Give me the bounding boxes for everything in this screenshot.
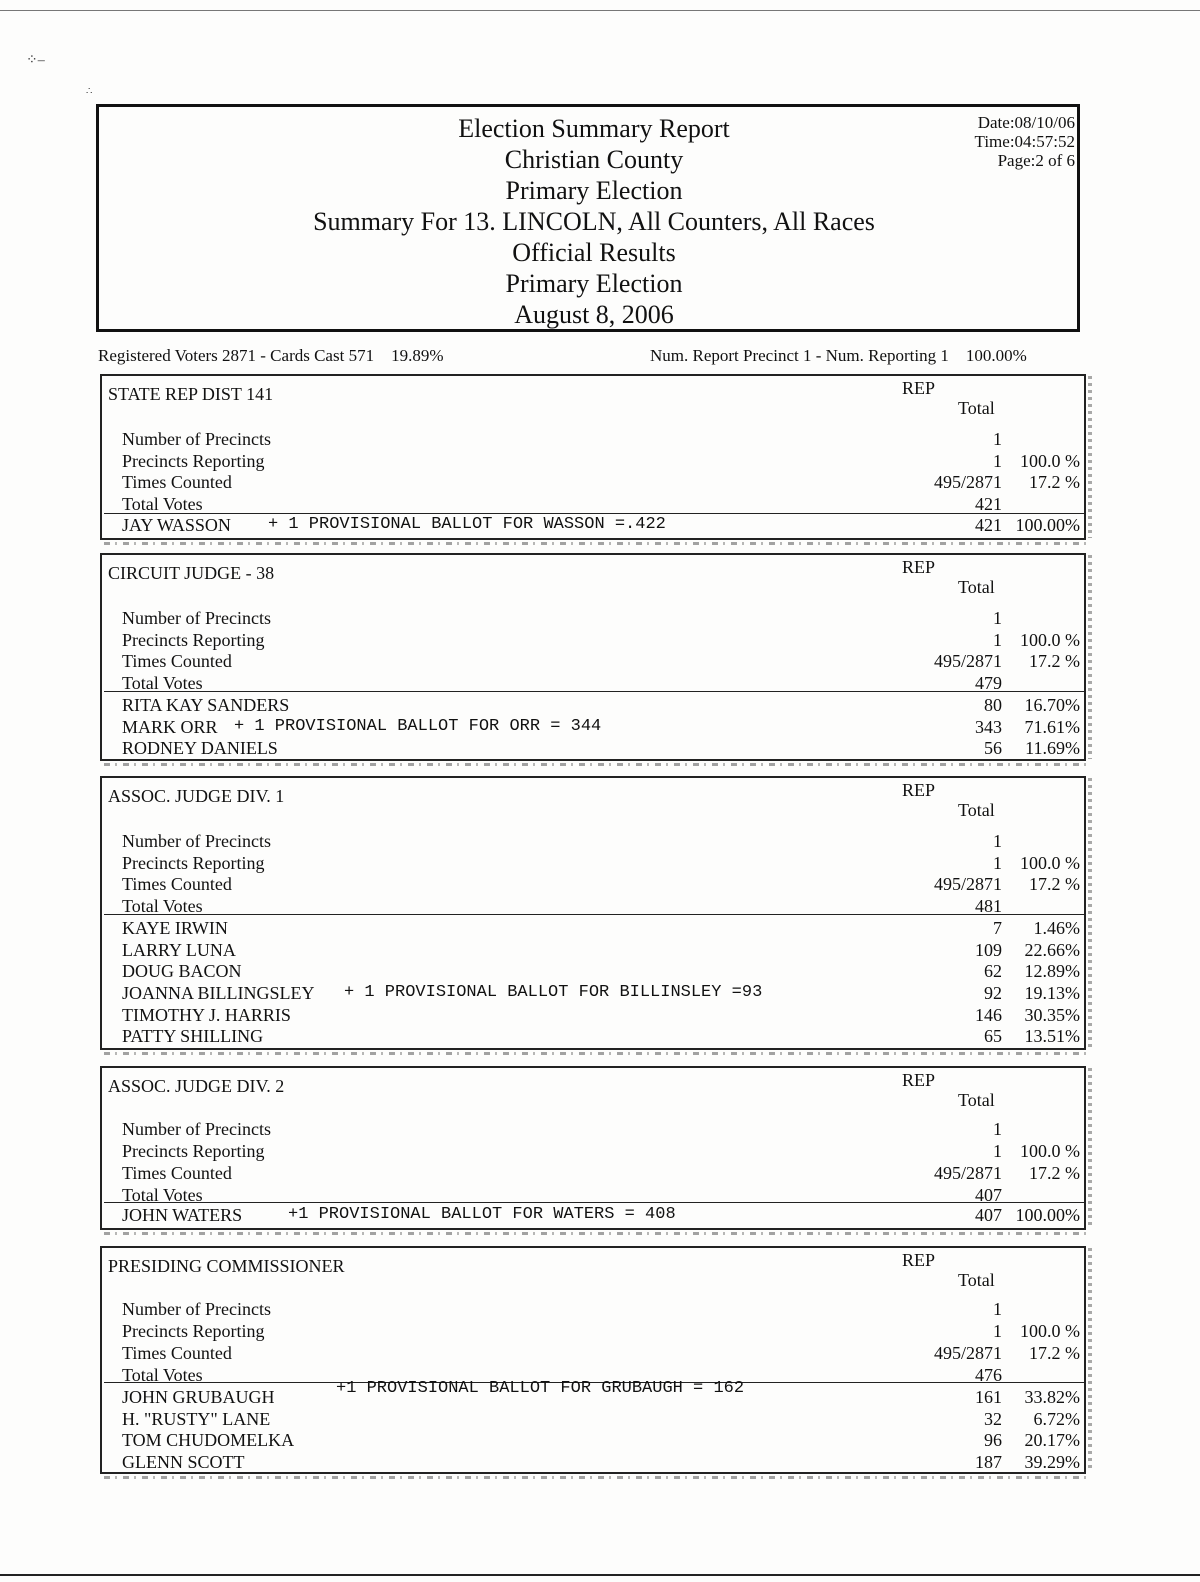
total-header: Total [958, 1090, 995, 1110]
row-number-of-precincts: Number of Precincts 1 [122, 1299, 1002, 1319]
total-header: Total [958, 398, 995, 418]
divider [104, 1202, 1084, 1203]
candidate-row: H. "RUSTY" LANE 32 6.72% [122, 1409, 1080, 1429]
scan-speck-icon: ∴ [86, 86, 93, 97]
row-number-of-precincts: Number of Precincts 1 [122, 831, 1002, 851]
report-time: Time:04:57:52 [974, 132, 1075, 151]
candidate-row: JAY WASSON + 1 PROVISIONAL BALLOT FOR WASSON =.422 421 100.00% [122, 515, 1080, 535]
precincts-reporting-summary: Num. Report Precinct 1 - Num. Reporting 1 100.00% [650, 346, 1027, 365]
row-total-votes: Total Votes 481 [122, 896, 1002, 916]
row-times-counted: Times Counted 495/2871 17.2 % [122, 651, 1080, 671]
title-line: Primary Election [505, 176, 683, 205]
report-page: Page:2 of 6 [997, 151, 1075, 170]
candidate-row: MARK ORR + 1 PROVISIONAL BALLOT FOR ORR = 344 343 71.61% [122, 717, 1080, 737]
row-total-votes: Total Votes 421 [122, 494, 1002, 514]
divider [104, 914, 1084, 915]
row-number-of-precincts: Number of Precincts 1 [122, 1119, 1002, 1139]
divider [104, 691, 1084, 692]
race-title: STATE REP DIST 141 [108, 384, 274, 404]
race-title: PRESIDING COMMISSIONER [108, 1256, 345, 1276]
report-date: Date:08/10/06 [977, 113, 1075, 132]
provisional-note: + 1 PROVISIONAL BALLOT FOR WASSON =.422 [268, 515, 666, 534]
row-total-votes: Total Votes 479 [122, 673, 1002, 693]
candidate-row: PATTY SHILLING 65 13.51% [122, 1026, 1080, 1046]
candidate-row: LARRY LUNA 109 22.66% [122, 940, 1080, 960]
total-header: Total [958, 800, 995, 820]
total-header: Total [958, 1270, 995, 1290]
party-label: REP [902, 378, 936, 398]
scan-edge [1088, 1068, 1092, 1228]
title-line: Election Summary Report [458, 114, 730, 143]
candidate-row: RODNEY DANIELS 56 11.69% [122, 738, 1080, 758]
race-presiding-commissioner [100, 1246, 1086, 1474]
scan-edge [1088, 778, 1092, 1048]
race-assoc-judge-div-1 [100, 776, 1086, 1050]
total-header: Total [958, 577, 995, 597]
title-line: August 8, 2006 [514, 300, 674, 329]
candidate-row: TIMOTHY J. HARRIS 146 30.35% [122, 1005, 1080, 1025]
candidate-row: RITA KAY SANDERS 80 16.70% [122, 695, 1080, 715]
candidate-row: GLENN SCOTT 187 39.29% [122, 1452, 1080, 1472]
row-times-counted: Times Counted 495/2871 17.2 % [122, 1343, 1080, 1363]
candidate-row: JOHN WATERS +1 PROVISIONAL BALLOT FOR WATERS = 408 407 100.00% [122, 1205, 1080, 1225]
row-total-votes: Total Votes 407 [122, 1185, 1002, 1205]
row-number-of-precincts: Number of Precincts 1 [122, 429, 1002, 449]
cards-cast-pct: 19.89% [391, 346, 444, 365]
row-number-of-precincts: Number of Precincts 1 [122, 608, 1002, 628]
title-line: Official Results [512, 238, 676, 267]
provisional-note: + 1 PROVISIONAL BALLOT FOR BILLINSLEY =93 [344, 983, 763, 1002]
row-precincts-reporting: Precincts Reporting 1 100.0 % [122, 1141, 1080, 1161]
candidate-row: DOUG BACON 62 12.89% [122, 961, 1080, 981]
page-bottom-edge [0, 1574, 1200, 1576]
scan-speck-icon: ⁘– [26, 53, 45, 68]
race-assoc-judge-div-2 [100, 1066, 1086, 1230]
row-precincts-reporting: Precincts Reporting 1 100.0 % [122, 630, 1080, 650]
report-header [96, 104, 1080, 332]
registered-voters: Registered Voters 2871 - Cards Cast 571 19.89% [98, 346, 444, 365]
scan-edge [1088, 1248, 1092, 1472]
candidate-row: JOANNA BILLINGSLEY + 1 PROVISIONAL BALLOT FOR BILLINSLEY =93 92 19.13% [122, 983, 1080, 1003]
party-label: REP [902, 557, 936, 577]
row-total-votes: Total Votes 476 [122, 1365, 1002, 1385]
row-times-counted: Times Counted 495/2871 17.2 % [122, 874, 1080, 894]
race-title: ASSOC. JUDGE DIV. 1 [108, 786, 285, 806]
party-label: REP [902, 1070, 936, 1090]
race-title: CIRCUIT JUDGE - 38 [108, 563, 275, 583]
candidate-row: KAYE IRWIN 7 1.46% [122, 918, 1080, 938]
report-title [239, 113, 949, 330]
row-precincts-reporting: Precincts Reporting 1 100.0 % [122, 451, 1080, 471]
reporting-pct: 100.00% [965, 346, 1027, 365]
race-state-rep-dist-141 [100, 374, 1086, 540]
scan-edge [1088, 555, 1092, 759]
row-precincts-reporting: Precincts Reporting 1 100.0 % [122, 853, 1080, 873]
title-line: Summary For 13. LINCOLN, All Counters, All Races [313, 207, 875, 236]
row-times-counted: Times Counted 495/2871 17.2 % [122, 472, 1080, 492]
race-title: ASSOC. JUDGE DIV. 2 [108, 1076, 285, 1096]
provisional-note: + 1 PROVISIONAL BALLOT FOR ORR = 344 [234, 717, 602, 736]
provisional-note: +1 PROVISIONAL BALLOT FOR GRUBAUGH = 162 [336, 1379, 745, 1398]
report-meta [975, 113, 1075, 170]
party-label: REP [902, 780, 936, 800]
title-line: Christian County [504, 145, 684, 174]
row-precincts-reporting: Precincts Reporting 1 100.0 % [122, 1321, 1080, 1341]
provisional-note: +1 PROVISIONAL BALLOT FOR WATERS = 408 [288, 1205, 676, 1224]
row-times-counted: Times Counted 495/2871 17.2 % [122, 1163, 1080, 1183]
candidate-row: TOM CHUDOMELKA 96 20.17% [122, 1430, 1080, 1450]
candidate-row: JOHN GRUBAUGH +1 PROVISIONAL BALLOT FOR GRUBAUGH = 162 161 33.82% [122, 1379, 1080, 1407]
party-label: REP [902, 1250, 936, 1270]
title-line: Primary Election [505, 269, 683, 298]
scan-edge [1088, 376, 1092, 538]
race-circuit-judge-38 [100, 553, 1086, 761]
page-top-edge [0, 10, 1200, 11]
